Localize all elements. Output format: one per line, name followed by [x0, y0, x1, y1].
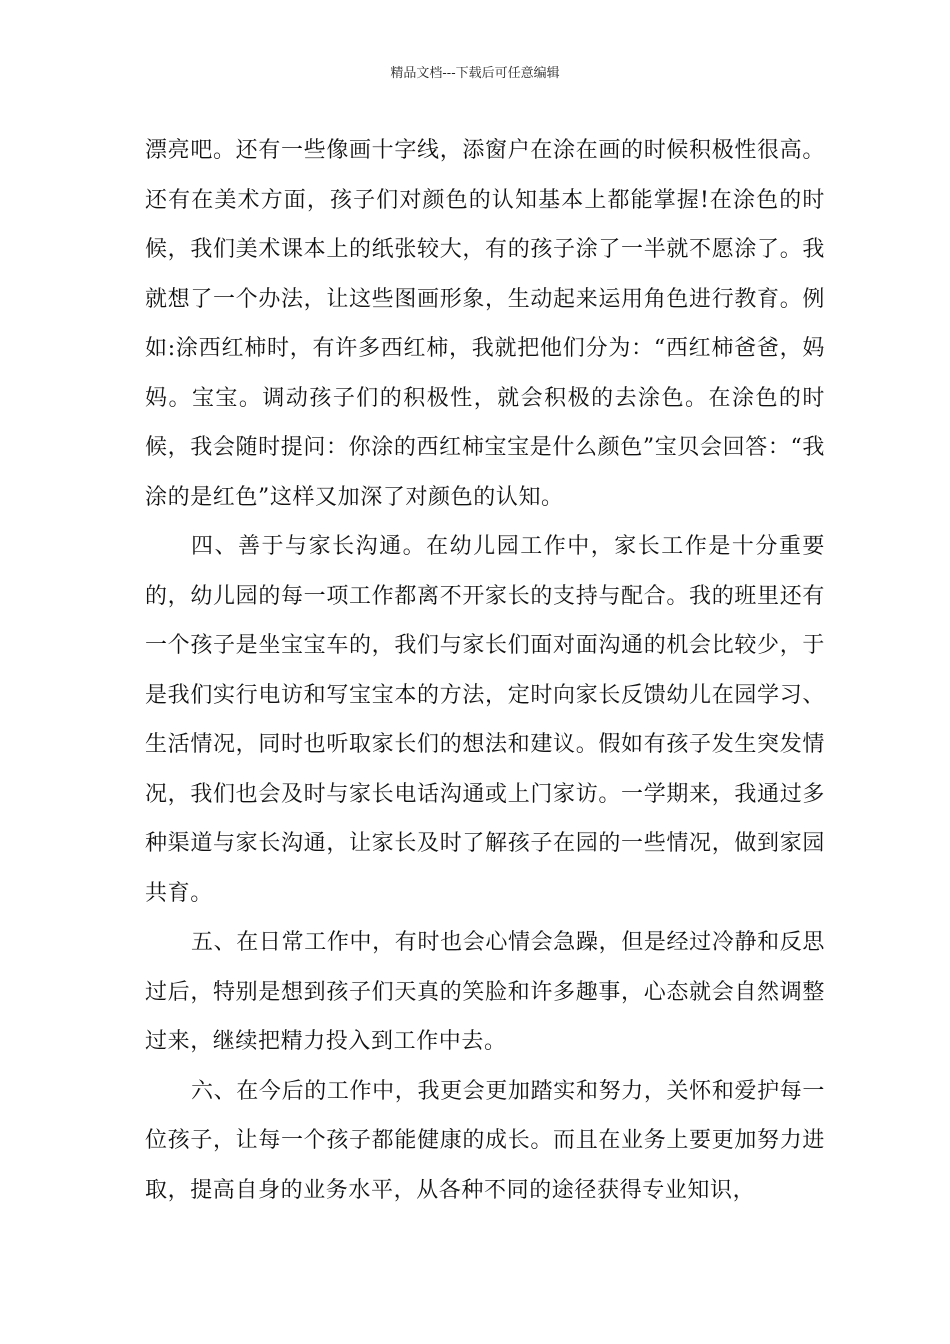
paragraph-3: 五、在日常工作中，有时也会心情会急躁，但是经过冷静和反思过后，特别是想到孩子们天真的笑脸和许多趣事，心态就会自然调整过来，继续把精力投入到工作中去。	[145, 930, 825, 1054]
paragraph-4: 六、在今后的工作中，我更会更加踏实和努力，关怀和爱护每一位孩子，让每一个孩子都能健康的成长。而且在业务上要更加努力进取，提高自身的业务水平，从各种不同的途径获得专业知识，	[145, 1078, 825, 1203]
page-header: 精品文档---下载后可任意编辑	[390, 66, 560, 81]
document-body	[145, 126, 825, 1215]
paragraph-2: 四、善于与家长沟通。在幼儿园工作中，家长工作是十分重要的，幼儿园的每一项工作都离不开家长的支持与配合。我的班里还有一个孩子是坐宝宝车的，我们与家长们面对面沟通的机会比较少，于是我们实行电访和写宝宝本的方法，定时向家长反馈幼儿在园学习、生活情况，同时也听取家长们的想法和建议。假如有孩子发生突发情况，我们也会及时与家长电话沟通或上门家访。一学期来，我通过多种渠道与家长沟通，让家长及时了解孩子在园的一些情况，做到家园共育。	[145, 534, 825, 906]
paragraph-1: 漂亮吧。还有一些像画十字线，添窗户在涂在画的时候积极性很高。还有在美术方面，孩子们对颜色的认知基本上都能掌握!在涂色的时候，我们美术课本上的纸张较大，有的孩子涂了一半就不愿涂了。我就想了一个办法，让这些图画形象，生动起来运用角色进行教育。例如:涂西红柿时，有许多西红柿，我就把他们分为：“西红柿爸爸，妈妈。宝宝。调动孩子们的积极性，就会积极的去涂色。在涂色的时候，我会随时提问：你涂的西红柿宝宝是什么颜色”宝贝会回答：“我涂的是红色”这样又加深了对颜色的认知。	[145, 138, 825, 510]
